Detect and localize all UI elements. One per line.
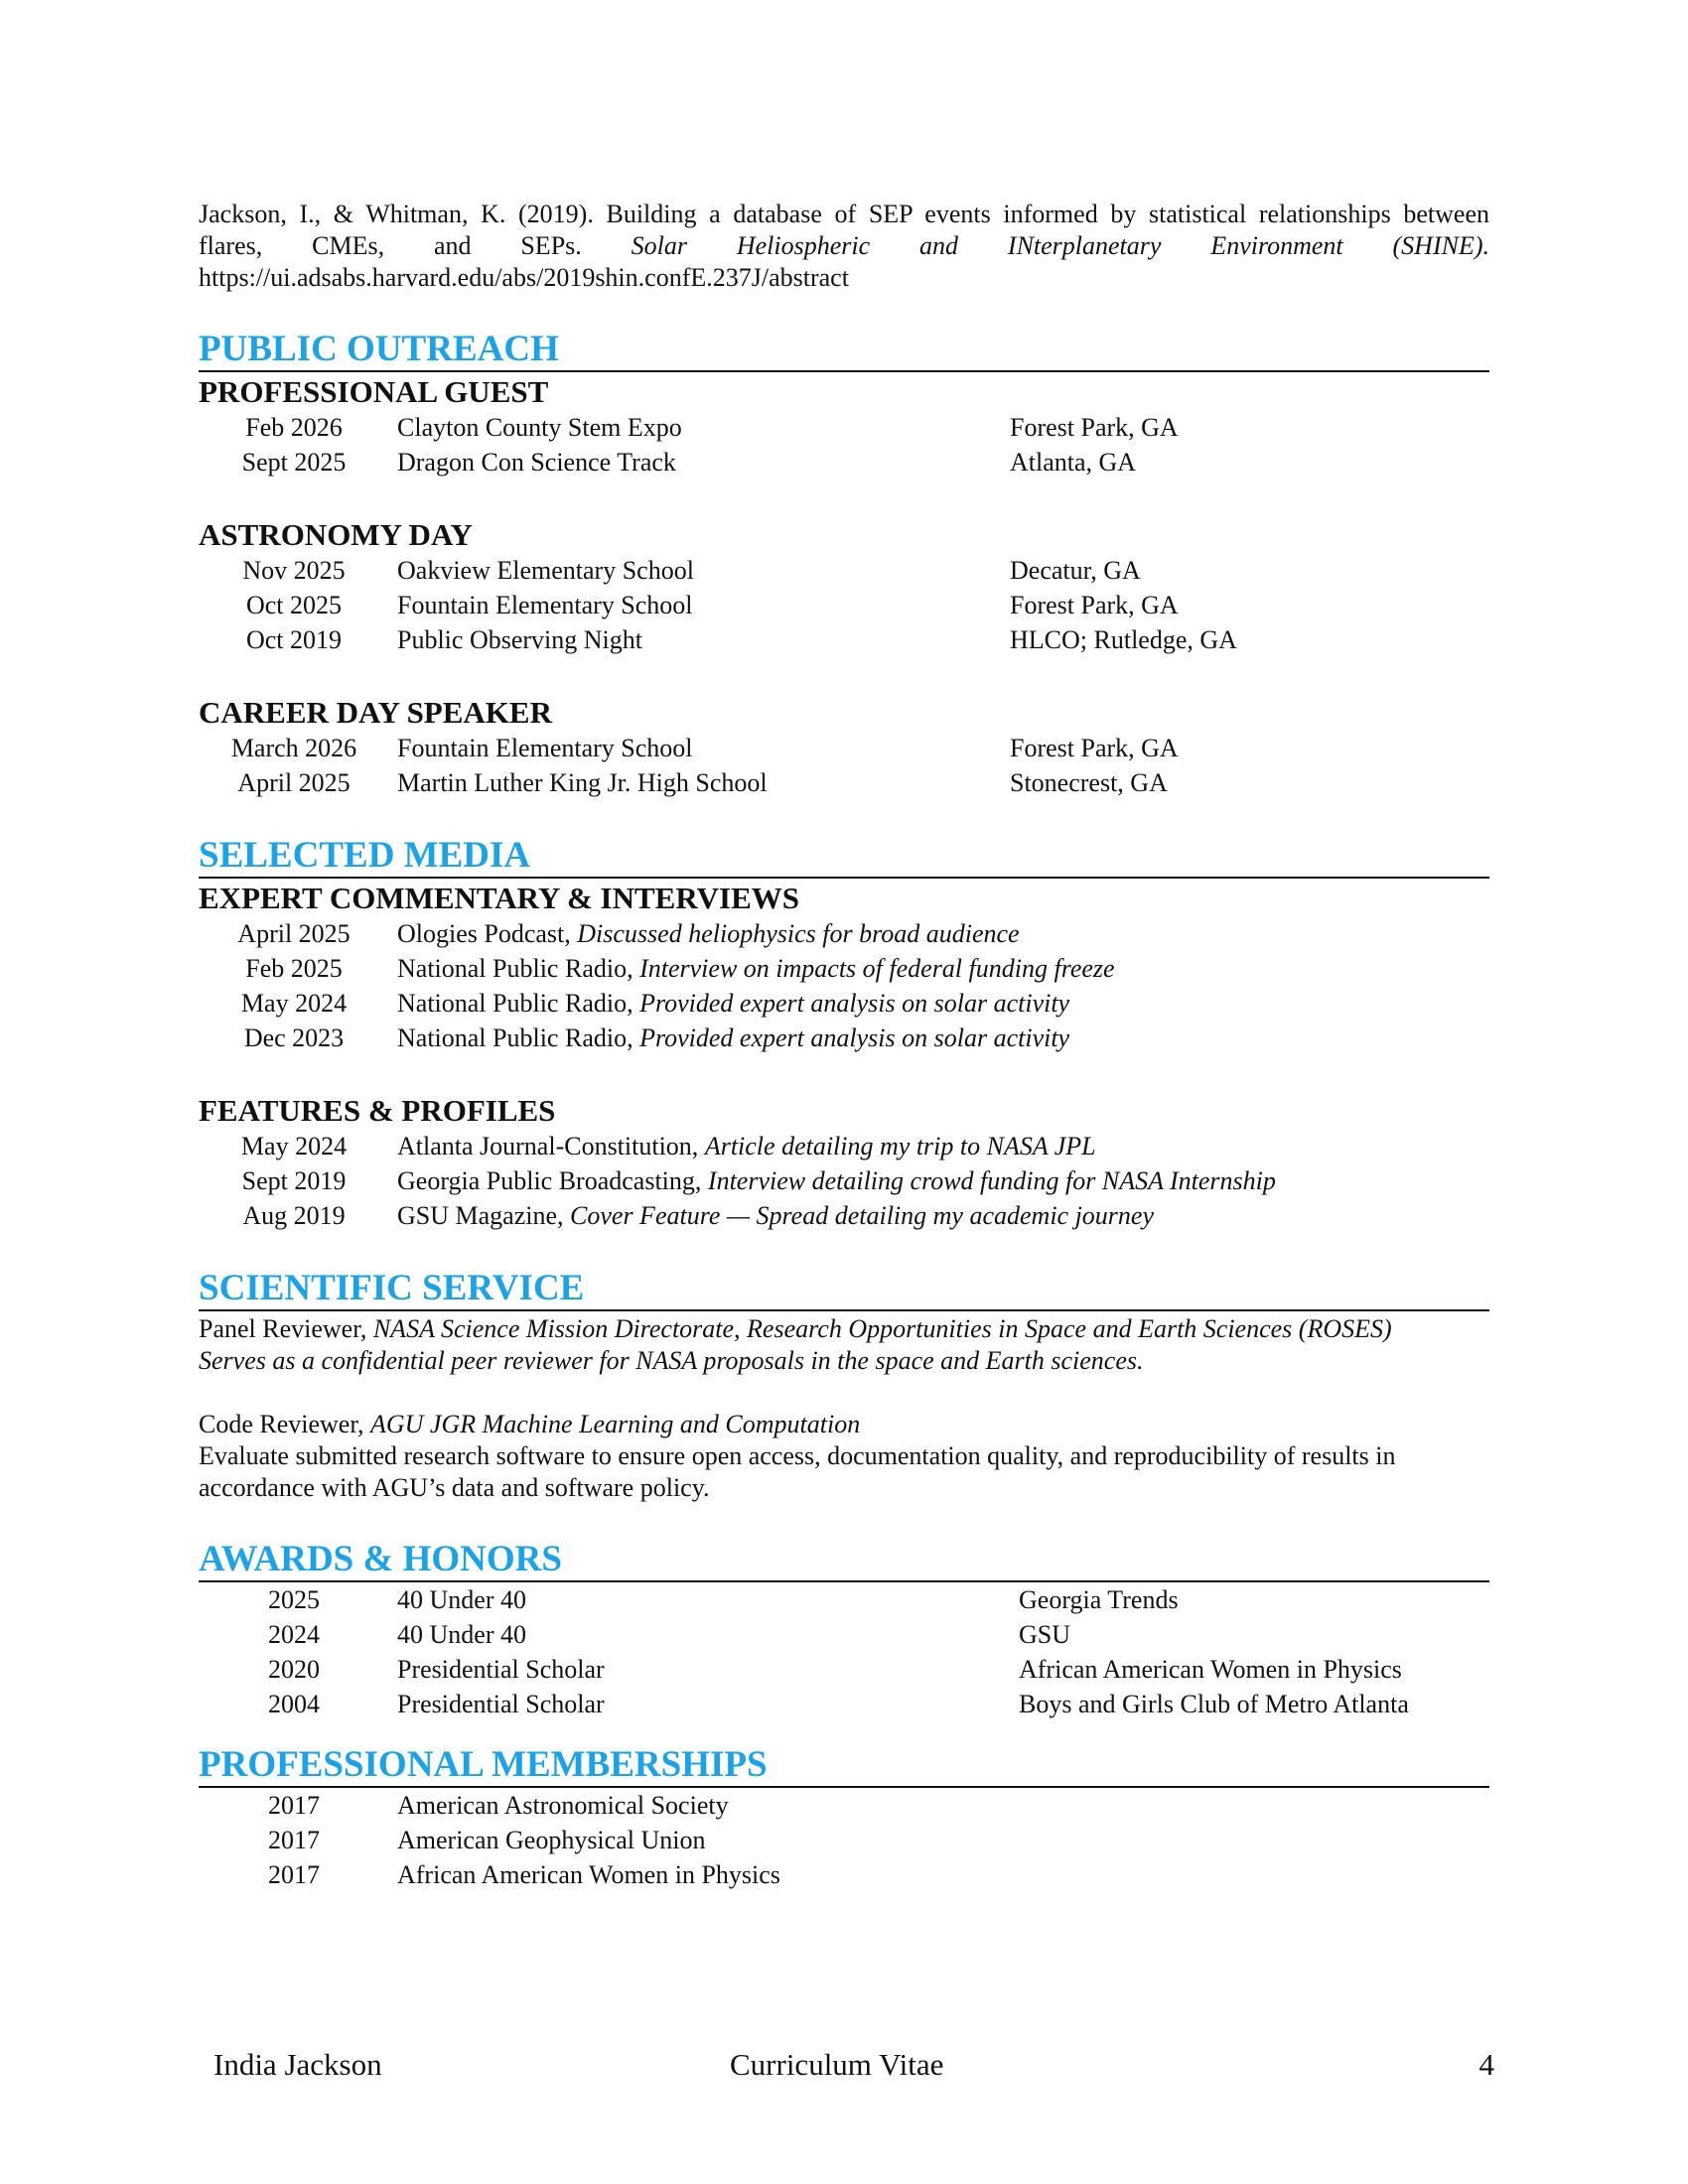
description: Evaluate submitted research software to ensure open access, documentation quality, and reproducibility of results in accordance with AGU’s data and software policy. bbox=[199, 1441, 1396, 1502]
date: Oct 2019 bbox=[245, 625, 343, 654]
cv-page bbox=[199, 199, 1489, 1892]
outlet: Georgia Public Broadcasting, bbox=[397, 1166, 702, 1195]
organization: NASA Science Mission Directorate, Research Opportunities in Space and Earth Sciences (ROSES) bbox=[372, 1314, 1392, 1343]
location: Atlanta, GA bbox=[1010, 448, 1137, 477]
media-entry bbox=[389, 1129, 1390, 1163]
page-footer bbox=[213, 2047, 1494, 2083]
section-title-memberships: PROFESSIONAL MEMBERSHIPS bbox=[199, 1745, 1489, 1788]
year: 2017 bbox=[268, 1826, 320, 1854]
detail: Provided expert analysis on solar activity bbox=[639, 1024, 1070, 1052]
society: American Geophysical Union bbox=[397, 1826, 706, 1854]
outlet: Ologies Podcast, bbox=[397, 919, 571, 948]
table-row bbox=[199, 445, 1489, 479]
media-entry bbox=[389, 1021, 1390, 1055]
table-row bbox=[199, 1198, 1489, 1233]
table-row bbox=[199, 731, 1489, 765]
year: 2024 bbox=[268, 1620, 320, 1649]
detail: Article detailing my trip to NASA JPL bbox=[704, 1132, 1096, 1160]
outlet: GSU Magazine, bbox=[397, 1201, 564, 1230]
media-entry bbox=[389, 951, 1390, 986]
footer-doc-title: Curriculum Vitae bbox=[730, 2047, 944, 2082]
citation-line-1: Jackson, I., & Whitman, K. (2019). Building a database of SEP events informed by statistical relationships between bbox=[199, 200, 1489, 228]
society: African American Women in Physics bbox=[397, 1860, 780, 1889]
subsection-title-features: FEATURES & PROFILES bbox=[199, 1093, 556, 1128]
table-row bbox=[199, 1857, 1489, 1892]
section-title-awards: AWARDS & HONORS bbox=[199, 1540, 1489, 1582]
table-row bbox=[199, 1129, 1489, 1163]
award: Presidential Scholar bbox=[397, 1655, 605, 1684]
subsection-title-astronomy: ASTRONOMY DAY bbox=[199, 517, 473, 552]
event: Public Observing Night bbox=[397, 625, 642, 654]
subsection-title-guest: PROFESSIONAL GUEST bbox=[199, 374, 549, 409]
event: Clayton County Stem Expo bbox=[397, 413, 682, 442]
award-org: GSU bbox=[1019, 1620, 1071, 1649]
media-entry bbox=[389, 1163, 1390, 1198]
table-row bbox=[199, 622, 1489, 657]
event: Oakview Elementary School bbox=[397, 556, 694, 585]
table-row bbox=[199, 1617, 1489, 1652]
date: March 2026 bbox=[230, 734, 357, 762]
table-row bbox=[199, 1687, 1489, 1721]
citation-authors-title-end: flares, CMEs, and SEPs. bbox=[199, 231, 582, 260]
table-row bbox=[199, 1163, 1489, 1198]
citation-venue: Solar Heliospheric and INterplanetary Environment (SHINE). bbox=[631, 231, 1489, 260]
date: Sept 2025 bbox=[241, 448, 347, 477]
event: Fountain Elementary School bbox=[397, 591, 693, 619]
outlet: National Public Radio, bbox=[397, 989, 633, 1018]
section-title-outreach: PUBLIC OUTREACH bbox=[199, 330, 1489, 372]
event: Martin Luther King Jr. High School bbox=[397, 768, 768, 797]
date: April 2025 bbox=[237, 768, 351, 797]
table-row bbox=[199, 1582, 1489, 1617]
media-entry bbox=[389, 916, 1390, 951]
page-number: 4 bbox=[1478, 2047, 1494, 2082]
role: Code Reviewer, bbox=[199, 1410, 364, 1438]
award-org: Boys and Girls Club of Metro Atlanta bbox=[1019, 1690, 1409, 1718]
footer-name: India Jackson bbox=[213, 2047, 382, 2082]
location: HLCO; Rutledge, GA bbox=[1010, 625, 1237, 654]
date: Sept 2019 bbox=[241, 1166, 347, 1195]
date: Nov 2025 bbox=[242, 556, 346, 585]
organization: AGU JGR Machine Learning and Computation bbox=[369, 1410, 861, 1438]
service-panel-reviewer bbox=[199, 1313, 1489, 1377]
year: 2020 bbox=[268, 1655, 320, 1684]
year: 2004 bbox=[268, 1690, 320, 1718]
table-row bbox=[199, 1788, 1489, 1823]
subsection-title-commentary: EXPERT COMMENTARY & INTERVIEWS bbox=[199, 881, 800, 915]
table-row bbox=[199, 986, 1489, 1021]
date: Feb 2025 bbox=[245, 954, 343, 983]
date: May 2024 bbox=[240, 989, 348, 1018]
citation-line-2 bbox=[199, 230, 1489, 262]
table-row bbox=[199, 951, 1489, 986]
location: Decatur, GA bbox=[1010, 556, 1141, 585]
award: Presidential Scholar bbox=[397, 1690, 605, 1718]
award: 40 Under 40 bbox=[397, 1585, 526, 1614]
date: Aug 2019 bbox=[242, 1201, 346, 1230]
detail: Discussed heliophysics for broad audience bbox=[577, 919, 1020, 948]
table-row bbox=[199, 1823, 1489, 1857]
section-title-service: SCIENTIFIC SERVICE bbox=[199, 1269, 1489, 1311]
year: 2025 bbox=[268, 1585, 320, 1614]
outlet: National Public Radio, bbox=[397, 954, 633, 983]
location: Forest Park, GA bbox=[1010, 591, 1179, 619]
table-row bbox=[199, 1652, 1489, 1687]
date: Feb 2026 bbox=[245, 413, 343, 442]
award: 40 Under 40 bbox=[397, 1620, 526, 1649]
service-code-reviewer bbox=[199, 1409, 1489, 1504]
table-row bbox=[199, 1021, 1489, 1055]
citation bbox=[199, 199, 1489, 294]
event: Dragon Con Science Track bbox=[397, 448, 676, 477]
media-entry bbox=[389, 986, 1390, 1021]
citation-url[interactable]: https://ui.adsabs.harvard.edu/abs/2019shin.confE.237J/abstract bbox=[199, 263, 849, 292]
detail: Provided expert analysis on solar activity bbox=[639, 989, 1070, 1018]
subsection-title-career: CAREER DAY SPEAKER bbox=[199, 695, 552, 730]
award-org: African American Women in Physics bbox=[1019, 1655, 1402, 1684]
role: Panel Reviewer, bbox=[199, 1314, 367, 1343]
date: Dec 2023 bbox=[243, 1024, 345, 1052]
table-row bbox=[199, 553, 1489, 588]
outlet: Atlanta Journal-Constitution, bbox=[397, 1132, 699, 1160]
table-row bbox=[199, 588, 1489, 622]
society: American Astronomical Society bbox=[397, 1791, 729, 1820]
table-row bbox=[199, 916, 1489, 951]
detail: Cover Feature — Spread detailing my academic journey bbox=[570, 1201, 1154, 1230]
detail: Interview on impacts of federal funding freeze bbox=[639, 954, 1115, 983]
date: April 2025 bbox=[237, 919, 351, 948]
year: 2017 bbox=[268, 1860, 320, 1889]
location: Forest Park, GA bbox=[1010, 413, 1179, 442]
table-row bbox=[199, 765, 1489, 800]
location: Stonecrest, GA bbox=[1010, 768, 1168, 797]
outlet: National Public Radio, bbox=[397, 1024, 633, 1052]
detail: Interview detailing crowd funding for NASA Internship bbox=[707, 1166, 1276, 1195]
table-row bbox=[199, 410, 1489, 445]
year: 2017 bbox=[268, 1791, 320, 1820]
section-title-media: SELECTED MEDIA bbox=[199, 836, 1489, 879]
location: Forest Park, GA bbox=[1010, 734, 1179, 762]
event: Fountain Elementary School bbox=[397, 734, 693, 762]
award-org: Georgia Trends bbox=[1019, 1585, 1179, 1614]
date: Oct 2025 bbox=[245, 591, 343, 619]
description: Serves as a confidential peer reviewer for NASA proposals in the space and Earth sciences. bbox=[199, 1346, 1144, 1375]
date: May 2024 bbox=[240, 1132, 348, 1160]
media-entry bbox=[389, 1198, 1390, 1233]
